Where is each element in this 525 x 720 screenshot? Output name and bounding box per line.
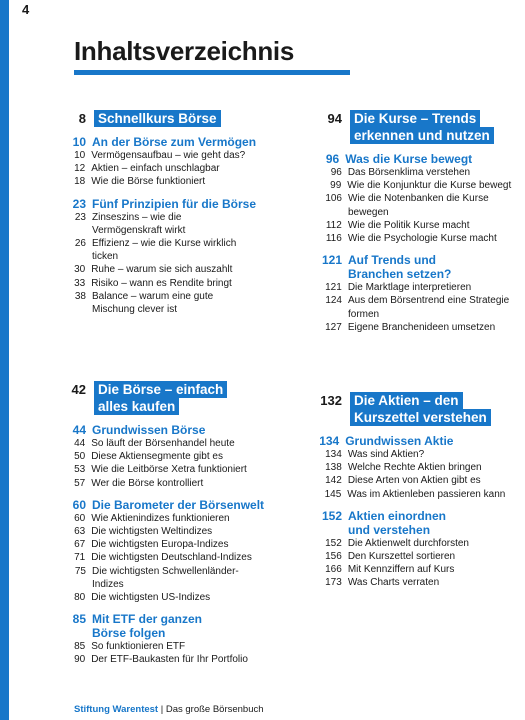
chapter <box>64 498 284 604</box>
page-number: 4 <box>22 2 30 17</box>
section-title: Die Kurse – Trends erkennen und nutzen <box>350 110 515 144</box>
toc-entry: 50 Diese Aktiensegmente gibt es <box>74 451 223 463</box>
chapter <box>64 197 284 317</box>
toc-entry: 85 So funktionieren ETF <box>74 641 186 653</box>
toc-entry: 38 Balance – warum eine gute Mischung clever ist <box>74 290 214 316</box>
toc-entry: 127 Eigene Branchenideen umsetzen <box>325 321 496 333</box>
chapter-title: Grundwissen Aktie <box>345 434 454 448</box>
section-schnellkurs <box>64 110 284 316</box>
chapter-page-number: 121 <box>321 253 342 268</box>
toc-entry: 166 Mit Kennziffern auf Kurs <box>325 564 455 576</box>
toc-entry: 96 Das Börsenklima verstehen <box>330 167 471 178</box>
toc-entry: 134 Was sind Aktien? <box>325 449 425 460</box>
toc-entry: 90 Der ETF-Baukasten für Ihr Portfolio <box>74 654 248 666</box>
footer-separator: | <box>158 704 166 715</box>
toc-entry: 124 Aus dem Börsentrend eine Strategie formen <box>325 295 510 320</box>
chapter <box>64 612 284 666</box>
chapter-page-number: 60 <box>72 497 86 512</box>
toc-entry: 138 Welche Rechte Aktien bringen <box>325 462 482 474</box>
toc-entry: 30 Ruhe – warum sie sich auszahlt <box>74 264 233 276</box>
section-header <box>64 381 284 415</box>
chapter <box>302 509 522 590</box>
toc-entry: 18 Wie die Börse funktioniert <box>74 176 206 188</box>
section-title: Die Aktien – den Kurszettel verstehen <box>350 392 515 426</box>
chapter-title: Fünf Prinzipien für die Börse <box>92 196 257 211</box>
chapter <box>302 253 522 334</box>
page-footer <box>74 704 264 715</box>
section-title: Die Börse – einfach alles kaufen <box>94 381 244 415</box>
toc-entry: 12 Aktien – einfach unschlagbar <box>74 163 220 175</box>
section-header <box>302 392 522 426</box>
chapter-title: Was die Kurse bewegt <box>345 152 473 166</box>
toc-entry: 53 Wie die Leitbörse Xetra funktioniert <box>74 464 247 476</box>
section-page-number: 132 <box>320 393 342 408</box>
sidebar-accent-bar <box>0 0 9 720</box>
section-title: Schnellkurs Börse <box>94 110 221 127</box>
toc-entry: 26 Effizienz – wie die Kurse wirklich ticken <box>74 238 237 263</box>
toc-entry: 80 Die wichtigsten US-Indizes <box>74 592 211 604</box>
chapter-title: Aktien einordnen und verstehen <box>348 508 447 537</box>
toc-entry: 57 Wer die Börse kontrolliert <box>74 477 204 489</box>
toc-entry: 33 Risiko – wann es Rendite bringt <box>74 277 232 289</box>
toc-entry: 116 Wie die Psychologie Kurse macht <box>325 233 497 245</box>
toc-entry: 145 Was im Aktienleben passieren kann <box>324 488 506 500</box>
chapter <box>64 135 284 189</box>
toc-entry: 121 Die Marktlage interpretieren <box>325 282 472 294</box>
toc-entry: 173 Was Charts verraten <box>325 577 440 589</box>
toc-entry: 156 Den Kurszettel sortieren <box>325 551 456 563</box>
section-aktien <box>302 392 522 590</box>
toc-entry: 67 Die wichtigsten Europa-Indizes <box>74 539 229 551</box>
toc-entry: 152 Die Aktienwelt durchforsten <box>325 537 469 549</box>
toc-entry: 112 Wie die Politik Kurse macht <box>325 219 470 231</box>
chapter-page-number: 96 <box>325 152 340 166</box>
chapter-title: An der Börse zum Vermögen <box>92 135 257 149</box>
toc-entry: 99 Wie die Konjunktur die Kurse bewegt <box>330 180 512 192</box>
chapter-title: Auf Trends und Branchen setzen? <box>348 253 452 282</box>
chapter-page-number: 44 <box>72 423 86 437</box>
toc-entry: 142 Diese Arten von Aktien gibt es <box>325 475 481 487</box>
toc-entry: 71 Die wichtigsten Deutschland-Indizes <box>74 552 252 564</box>
toc-entry: 10 Vermögensaufbau – wie geht das? <box>74 150 246 161</box>
footer-brand: Stiftung Warentest <box>74 704 159 715</box>
section-page-number: 94 <box>327 111 342 126</box>
toc-entry: 44 So läuft der Börsenhandel heute <box>74 438 235 449</box>
chapter-title: Grundwissen Börse <box>92 423 206 437</box>
toc-entry: 63 Die wichtigsten Weltindizes <box>74 526 213 538</box>
section-header <box>302 110 522 144</box>
page-title: Inhaltsverzeichnis <box>74 36 295 66</box>
chapter <box>64 423 284 490</box>
chapter-page-number: 152 <box>321 508 342 523</box>
section-kurse <box>302 110 522 334</box>
chapter-page-number: 10 <box>72 135 86 149</box>
section-page-number: 42 <box>71 382 86 397</box>
section-header <box>64 110 284 127</box>
chapter <box>302 152 522 245</box>
chapter-title: Die Barometer der Börsenwelt <box>92 497 265 512</box>
chapter-page-number: 85 <box>72 612 86 627</box>
chapter <box>302 434 522 501</box>
toc-entry: 106 Wie die Notenbanken die Kurse bewegen <box>325 193 489 218</box>
chapter-page-number: 23 <box>72 196 86 211</box>
toc-entry: 75 Die wichtigsten Schwellenländer-Indizes <box>74 565 239 590</box>
toc-entry: 60 Wie Aktienindizes funktionieren <box>74 512 230 524</box>
section-boerse <box>64 381 284 667</box>
chapter-title: Mit ETF der ganzen Börse folgen <box>92 612 203 641</box>
title-underline <box>74 70 350 75</box>
footer-book-title: Das große Börsenbuch <box>165 704 264 715</box>
toc-entry: 23 Zinseszins – wie die Vermögenskraft wirkt <box>74 211 186 236</box>
section-page-number: 8 <box>78 111 86 126</box>
chapter-page-number: 134 <box>319 434 340 448</box>
